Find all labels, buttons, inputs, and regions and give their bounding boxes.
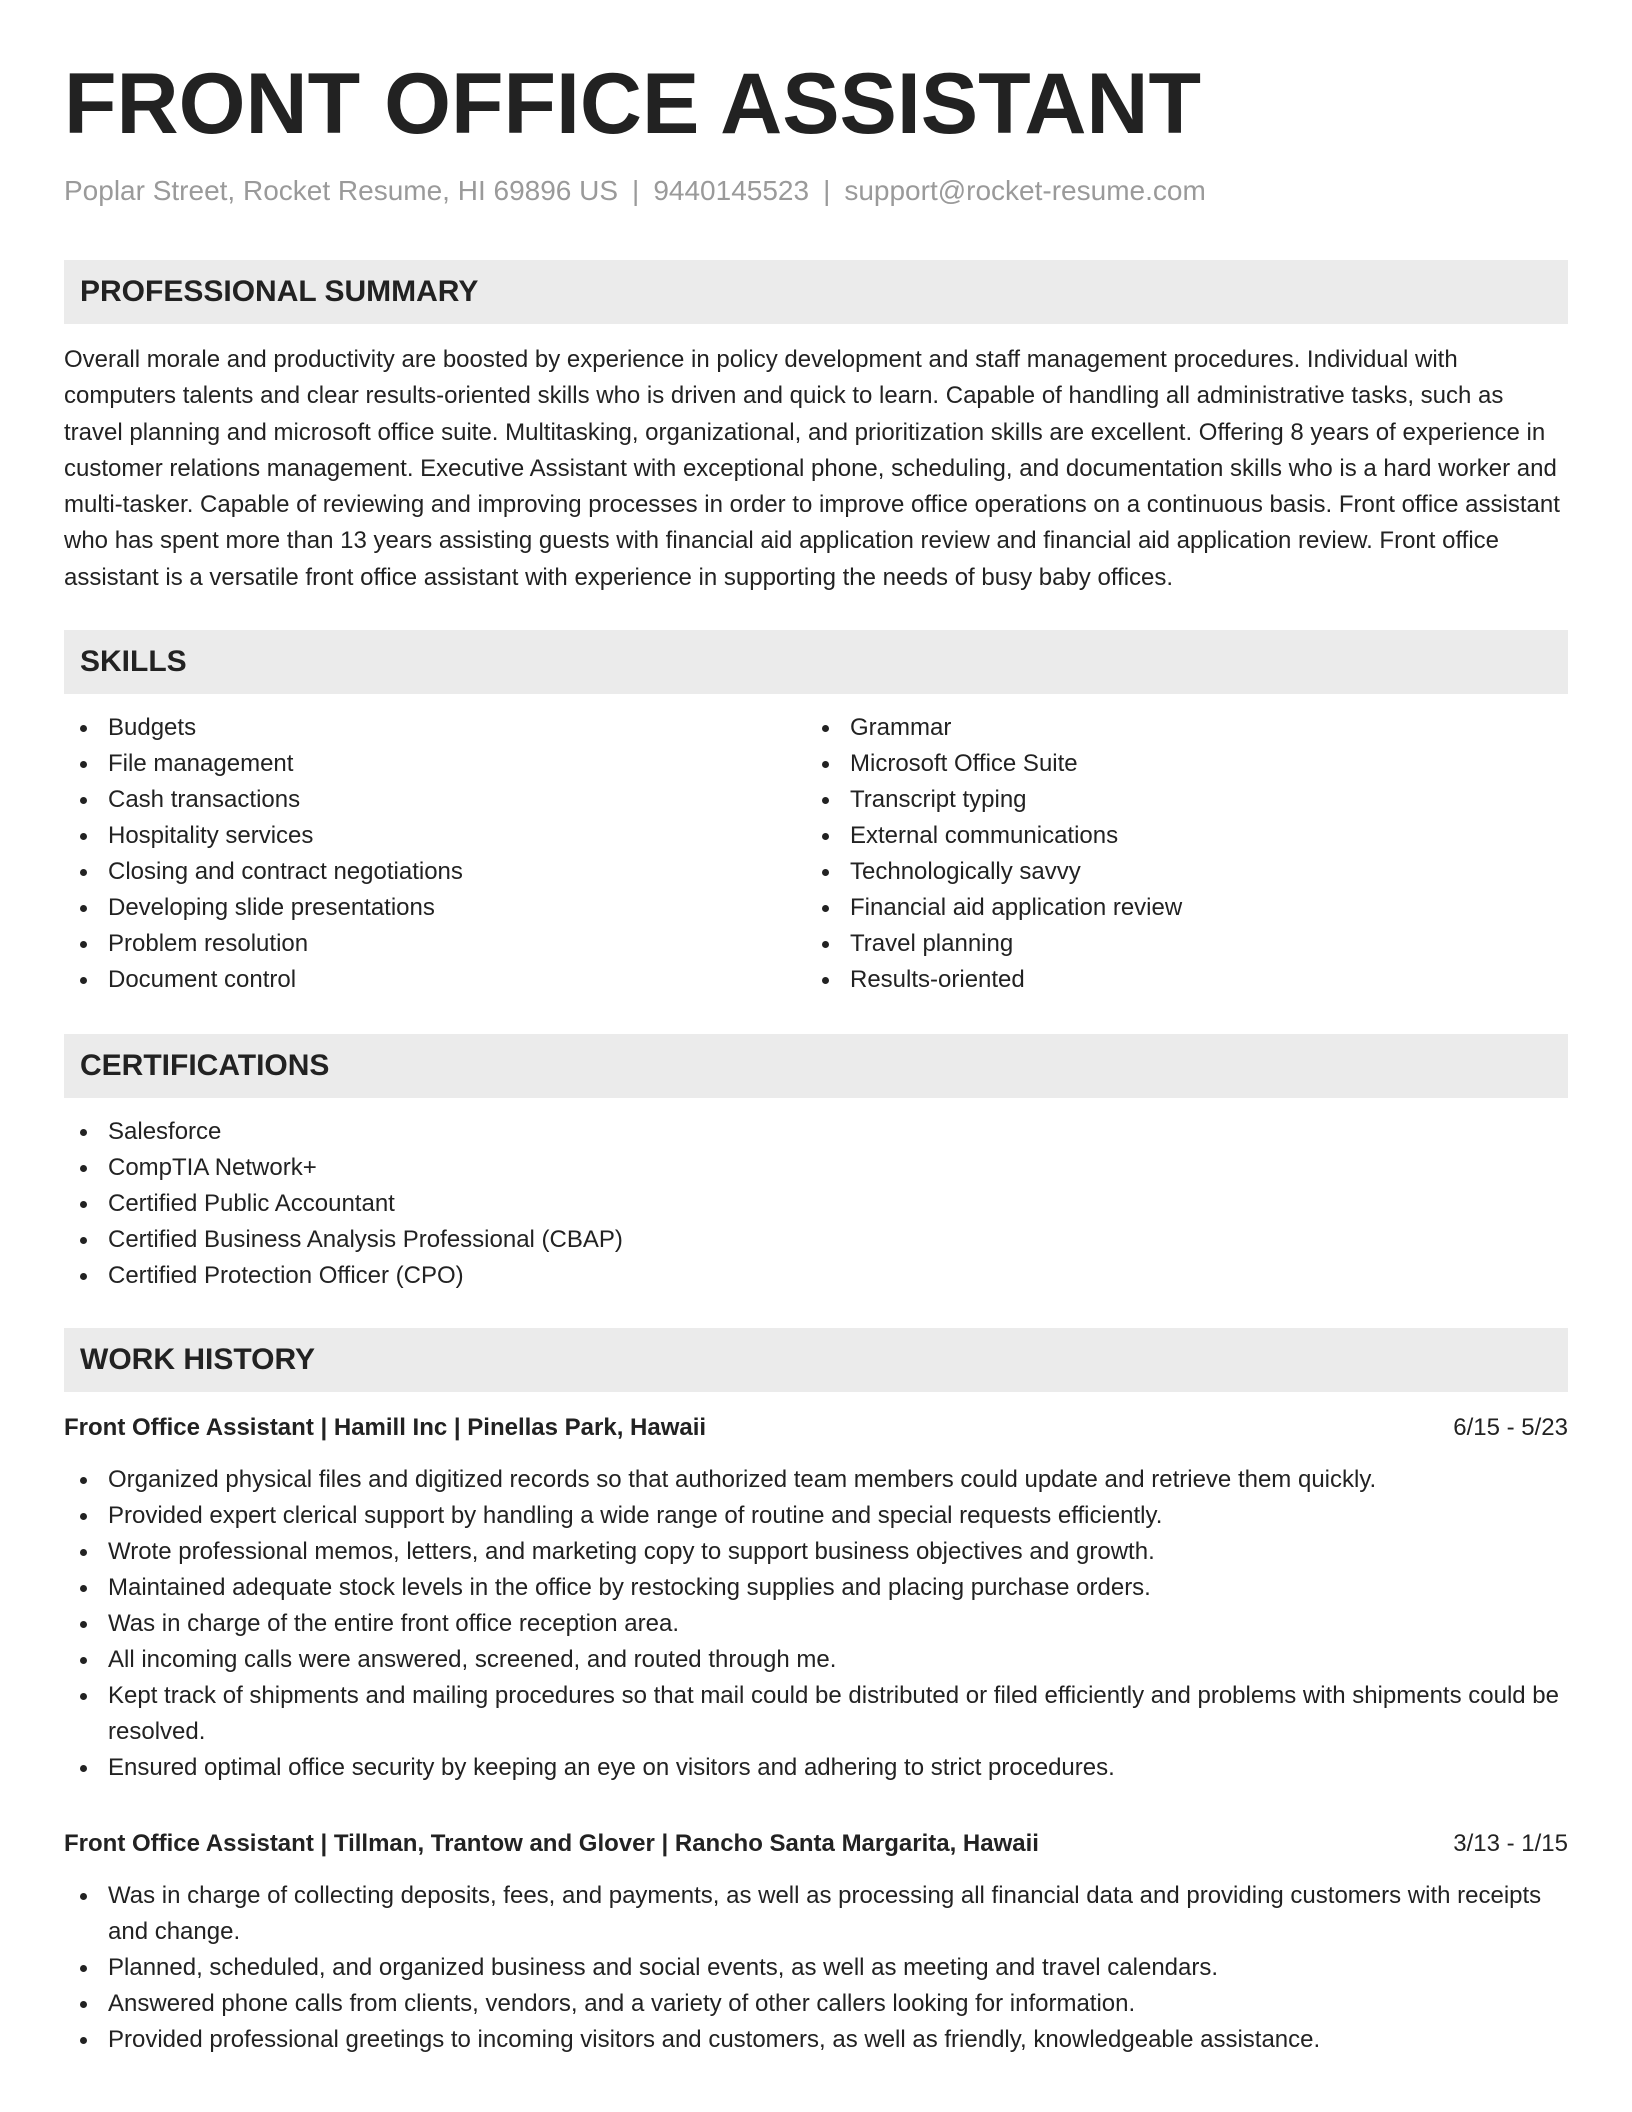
skill-item: Problem resolution <box>64 926 806 962</box>
job-duty-item: Ensured optimal office security by keeping an eye on visitors and adhering to strict procedures. <box>64 1750 1568 1786</box>
resume-name: FRONT OFFICE ASSISTANT <box>64 56 1202 152</box>
job-duty-item: Answered phone calls from clients, vendors, and a variety of other callers looking for information. <box>64 1986 1568 2022</box>
job-dates: 6/15 - 5/23 <box>1453 1414 1568 1442</box>
skill-item: Financial aid application review <box>806 890 1548 926</box>
skills-list-right <box>806 710 1548 998</box>
skill-item: Technologically savvy <box>806 854 1548 890</box>
certifications-list <box>64 1114 1568 1294</box>
job-duty-item: Wrote professional memos, letters, and marketing copy to support business objectives and growth. <box>64 1534 1568 1570</box>
skill-item: File management <box>64 746 806 782</box>
skill-item: Budgets <box>64 710 806 746</box>
job-title: Front Office Assistant | Tillman, Trantow and Glover | Rancho Santa Margarita, Hawaii <box>64 1830 1039 1858</box>
contact-address: Poplar Street, Rocket Resume, HI 69896 US <box>64 175 619 206</box>
job-entry <box>64 1410 1568 1786</box>
section-header-skills: SKILLS <box>64 630 1568 694</box>
job-dates: 3/13 - 1/15 <box>1453 1830 1568 1858</box>
contact-separator: | <box>632 175 640 206</box>
section-header-summary: PROFESSIONAL SUMMARY <box>64 260 1568 324</box>
section-header-work-history: WORK HISTORY <box>64 1328 1568 1392</box>
section-header-certifications: CERTIFICATIONS <box>64 1034 1568 1098</box>
summary-text: Overall morale and productivity are boosted by experience in policy development and staff management procedures. Individual with computers talents and clear results-oriented skills who is driven and quick to learn. Capable of handling all administrative tasks, such as travel planning and microsoft office suite. Multitasking, organizational, and prioritization skills are excellent. Offering 8 years of experience in customer relations management. Executive Assistant with exceptional phone, scheduling, and documentation skills who is a hard worker and multi-tasker. Capable of reviewing and improving processes in order to improve office operations on a continuous basis. Front office assistant who has spent more than 13 years assisting guests with financial aid application review and financial aid application review. Front office assistant is a versatile front office assistant with experience in supporting the needs of busy baby offices. <box>64 346 1560 591</box>
skill-item: Closing and contract negotiations <box>64 854 806 890</box>
skill-item: Hospitality services <box>64 818 806 854</box>
job-duty-item: Planned, scheduled, and organized business and social events, as well as meeting and travel calendars. <box>64 1950 1568 1986</box>
job-header <box>64 1826 1568 1862</box>
skill-item: Results-oriented <box>806 962 1548 998</box>
job-duty-item: Organized physical files and digitized records so that authorized team members could update and retrieve them quickly. <box>64 1462 1568 1498</box>
job-duty-item: Maintained adequate stock levels in the office by restocking supplies and placing purchase orders. <box>64 1570 1568 1606</box>
skills-column-right <box>806 710 1548 998</box>
job-duty-item: Was in charge of the entire front office reception area. <box>64 1606 1568 1642</box>
skills-list-left <box>64 710 806 998</box>
contact-separator: | <box>823 175 831 206</box>
contact-phone: 9440145523 <box>653 175 810 206</box>
contact-email: support@rocket-resume.com <box>844 175 1206 206</box>
skill-item: Cash transactions <box>64 782 806 818</box>
certification-item: Certified Protection Officer (CPO) <box>64 1258 1568 1294</box>
job-title: Front Office Assistant | Hamill Inc | Pinellas Park, Hawaii <box>64 1414 707 1442</box>
job-duty-item: All incoming calls were answered, screened, and routed through me. <box>64 1642 1568 1678</box>
job-duties-list <box>64 1462 1568 1786</box>
certification-item: Salesforce <box>64 1114 1568 1150</box>
certification-item: Certified Public Accountant <box>64 1186 1568 1222</box>
skill-item: Travel planning <box>806 926 1548 962</box>
certification-item: Certified Business Analysis Professional (CBAP) <box>64 1222 1568 1258</box>
skill-item: Developing slide presentations <box>64 890 806 926</box>
contact-line <box>64 174 1568 208</box>
job-duty-item: Was in charge of collecting deposits, fees, and payments, as well as processing all financial data and providing customers with receipts and change. <box>64 1878 1568 1950</box>
job-duty-item: Kept track of shipments and mailing procedures so that mail could be distributed or filed efficiently and problems with shipments could be resolved. <box>64 1678 1568 1750</box>
skill-item: Document control <box>64 962 806 998</box>
skill-item: External communications <box>806 818 1548 854</box>
job-duty-item: Provided expert clerical support by handling a wide range of routine and special requests efficiently. <box>64 1498 1568 1534</box>
certification-item: CompTIA Network+ <box>64 1150 1568 1186</box>
skills-column-left <box>64 710 806 998</box>
job-header <box>64 1410 1568 1446</box>
job-duties-list <box>64 1878 1568 2058</box>
job-duty-item: Provided professional greetings to incoming visitors and customers, as well as friendly, knowledgeable assistance. <box>64 2022 1568 2058</box>
skill-item: Grammar <box>806 710 1548 746</box>
skills-grid <box>64 710 1568 998</box>
skill-item: Transcript typing <box>806 782 1548 818</box>
job-entry <box>64 1826 1568 2058</box>
skill-item: Microsoft Office Suite <box>806 746 1548 782</box>
